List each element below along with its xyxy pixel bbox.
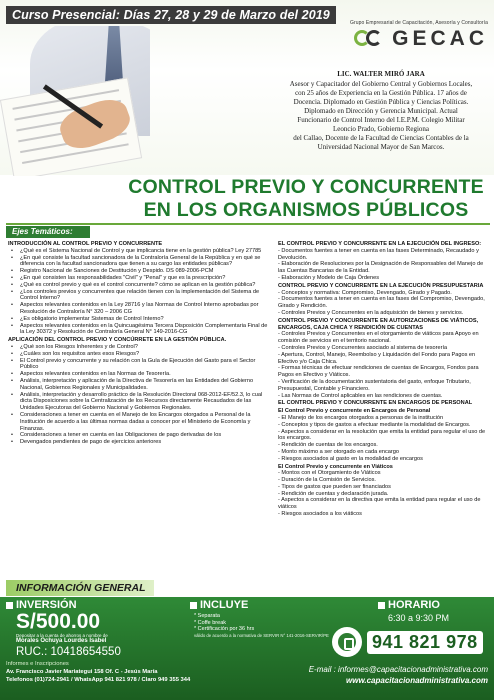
square-bullet-icon (378, 602, 385, 609)
list-item: • Consideraciones a tener en cuenta en las Obligaciones de pago derivadas de los (8, 432, 272, 439)
ruc: RUC.: 10418654550 (16, 646, 121, 658)
section-heading: APLICACIÓN DEL CONTROL PREVIO Y CONCÚRRETE EN LA GESTIÓN PÚBLICA. (8, 337, 227, 344)
title-line-1: CONTROL PREVIO Y CONCURRENTE (128, 176, 484, 198)
certification-note: válido de acuerdo a la normativa de SERVIR N° 141-2016-SERVIR/PE (194, 632, 329, 638)
square-bullet-icon (190, 602, 197, 609)
course-title (118, 176, 494, 222)
list-item: - Formas técnicas de efectuar rendiciones de cuentas de Encargos, Fondos para Pagos en Efectivo y Viáticos. (278, 365, 479, 379)
list-item: - Verificación de la documentación sustentatoria del gasto, enfoque Tributario, Presupuestal, Contable y Financiero. (278, 378, 471, 392)
investment-block (6, 599, 176, 658)
list-item: - Montos con el Otorgamiento de Viáticos (278, 470, 381, 477)
subsection-heading: El Control Previo y concurrente en Viáticos (278, 463, 393, 470)
square-bullet-icon (6, 602, 13, 609)
list-item: - Apertura, Control, Manejo, Reembolso y Liquidación del Fondo para Pagos en Efectivo y/o Caja Chica. (278, 351, 476, 365)
deposit-note: Depositar a la cuenta de ahorros a nombre de (16, 633, 108, 638)
web-block (290, 664, 488, 686)
whatsapp-contact[interactable] (332, 627, 483, 657)
email-link[interactable]: E-mail : informes@capacitacionadministrativa.com (308, 665, 488, 674)
schedule-heading: HORARIO (388, 599, 440, 611)
bio-line: Asesor y Capacitador del Gobierno Central y Gobiernos Locales, (289, 80, 473, 88)
topics-left-column (8, 240, 272, 446)
address: Av. Francisco Javier Mariategui 158 Of. C - Jesús María (6, 669, 158, 675)
list-item: • Aspectos relevantes contenidos en la Ley 28716 y las Normas de Control Interno aprobadas por Resolución de Contraloría N° 320 – 2006 CG (8, 302, 272, 316)
phones: Telefonos (01)724-2941 / WhatsApp 941 821 978 / Claro 949 355 344 (6, 677, 191, 683)
list-item: * Coffe break (194, 619, 227, 626)
list-item: • ¿Qué es control previo y qué es el control concurrente? cómo se aplican en la gestión pública? (8, 282, 272, 289)
list-item: - Monto máximo a ser otorgado en cada encargo (278, 448, 399, 455)
list-item: • ¿Cuáles son los requisitos antes esos Riesgos? (8, 351, 272, 358)
list-item: - Controles Previos y Concurrentes en el otorgamiento de viáticos para Apoyo en comisión de servicios en el territorio nacional. (278, 331, 479, 345)
list-item: • Consideraciones a tener en cuenta en el Manejo de los Encargos otorgados a Personal de la Institución de acuerdo a las últimas normas dadas a conocer por el Ministerio de Economía y Finanzas. (8, 412, 272, 432)
schedule-block (378, 599, 488, 623)
course-banner: Curso Presencial: Días 27, 28 y 29 de Marzo del 2019 (6, 6, 336, 24)
logo (288, 20, 488, 51)
topics-tag: Ejes Temáticos: (6, 226, 90, 238)
logo-mark-icon (352, 28, 392, 50)
general-info-tag: INFORMACIÓN GENERAL (6, 580, 154, 596)
section-heading: INTRODUCCIÓN AL CONTROL PREVIO Y CONCURRENTE (8, 241, 163, 247)
bio-line: Universidad Nacional Mayor de San Marcos. (317, 143, 445, 151)
title-line-2: EN LOS ORGANISMOS PÚBLICOS (143, 199, 469, 221)
list-item: • ¿Es obligatorio implementar Sistemas de Control Interno? (8, 316, 272, 323)
price: S/500.00 (16, 610, 101, 633)
list-item: • Aspectos relevantes contenidos en las Normas de Tesorería. (8, 371, 272, 378)
list-item: - Elaboración de Resoluciones por la Designación de Responsables del Manejo de las Cuentas Bancarias de la Entidad. (278, 261, 484, 275)
list-item: • Análisis, interpretación y desarrollo práctico de la Resolución Directoral 068-2012-EF/52.3, lo cual dicta Disposiciones sobre la Centralización de los Recursos directamente Recaudados de las Unidades Ejecutoras del Gobierno Nacional y Gobiernos Regionales. (8, 392, 272, 412)
hero-photo (0, 26, 150, 176)
list-item: • ¿En qué consiste la facultad sancionadora de la Contraloría General de la República y en qué se diferencia con la facultad sancionadora que tienen a su cargo las entidades públicas? (8, 255, 272, 269)
list-item: * Separata (194, 613, 220, 619)
logo-tagline: Grupo Empresarial de Capacitación, Asesoría y Consultoría (350, 20, 488, 26)
section-heading: EL CONTROL PREVIO Y CONCURRENTE EN ENCARGOS DE PERSONAL (278, 400, 473, 407)
list-item: - Rendición de cuentas de los encargos. (278, 442, 378, 449)
list-item: - Rendición de cuentas y declaración jurada. (278, 490, 389, 497)
list-item: • ¿En qué consisten las responsabilidades "Civil" y "Penal" y que es la prescripción? (8, 275, 272, 282)
list-item: - Conceptos y normativa: Compromiso, Devengado, Girado y Pagado. (278, 289, 452, 296)
subsection-heading: El Control Previo y concurrente en Encargos de Personal (278, 408, 431, 415)
logo-word: GECAC (392, 27, 488, 50)
list-item: • Registro Nacional de Sanciones de Destitución y Despido. DS 089-2006-PCM (8, 268, 272, 275)
speaker-name: LIC. WALTER MIRÓ JARA (337, 70, 425, 78)
list-item: - Controles Previos y Concurrentes en la adquisición de bienes y servicios. (278, 309, 464, 316)
divider (6, 223, 490, 225)
bio-line: del Callao, Docente de la Facultad de Ciencias Contables de la (293, 134, 469, 142)
includes-heading: INCLUYE (200, 599, 249, 611)
website-link[interactable]: www.capacitacionadministrativa.com (346, 676, 488, 685)
list-item: - Conceptos y tipos de gastos a efectuar mediante la modalidad de Encargos. (278, 421, 471, 428)
list-item: • Análisis, interpretación y aplicación de la Directiva de Tesorería en las Entidades del Gobierno Nacional, Gobiernos Regionales y Municipalidades. (8, 378, 272, 392)
list-item: • ¿Qué es el Sistema Nacional de Control y que implicancia tiene en la gestión pública? Ley 27785 (8, 248, 272, 255)
list-item: • ¿Los controles previos y concurrentes que relación tienen con la implementación del Sistema de Control Interno? (8, 289, 272, 303)
footer (0, 597, 494, 700)
bio-line: Docencia. Diplomado en Gestión Pública y Ciencias Políticas. (293, 98, 469, 106)
section-heading: CONTROL PREVIO Y CONCURRENTE EN AUTORIZACIONES DE VIÁTICOS, ENCARGOS, CAJA CHICA Y RENDICIÓN DE CUENTAS (278, 317, 479, 331)
bio-line: Diplomado en Dirección y Gerencia Municipal. Actual (304, 107, 458, 115)
list-item: - Aspectos a considerar en la resolución que emita la entidad para regular el uso de los encargos. (278, 428, 486, 442)
whatsapp-number: 941 821 978 (367, 631, 483, 654)
bio-line: con 25 años de Experiencia en la Gestión Pública. 17 años de (295, 89, 467, 97)
list-item: * Certificación por 36 hrs (194, 626, 255, 632)
list-item: - Las Normas de Control aplicables en las rendiciones de cuentas. (278, 392, 443, 399)
section-heading: EL CONTROL PREVIO Y CONCURRENTE EN LA EJECUCIÓN DEL INGRESO: (278, 241, 482, 247)
list-item: - Tipos de gastos que pueden ser financiados (278, 483, 391, 490)
list-item: - Duración de la Comisión de Servicios. (278, 477, 376, 484)
list-item: - Riesgos asociados al gasto en la modalidad de encargos (278, 455, 423, 462)
list-item: • Devengados pendientes de pago de ejercicios anteriores (8, 439, 272, 446)
list-item: - Riesgos asociados a los viáticos (278, 511, 362, 518)
contact-heading: Informes e Inscripciones (6, 661, 69, 667)
topics-right-column (278, 240, 490, 518)
includes-block (190, 599, 340, 638)
list-item: • El Control previo y concurrente y su relación con la Guía de Ejecución del Gasto para el Sector Público (8, 358, 272, 372)
section-heading: CONTROL PREVIO Y CONCURRENTE EN LA EJECUCIÓN PRESUPUESTARIA (278, 282, 484, 289)
list-item: - Elaboración y Modelo de Caja Órdenes (278, 274, 380, 281)
header (0, 0, 494, 175)
schedule-hours: 6:30 a 9:30 PM (388, 613, 450, 623)
list-item: - Documentos fuentes a tener en cuenta en las fases Determinado, Recaudado y Devolución. (278, 247, 479, 261)
speaker-bio (272, 70, 490, 152)
list-item: • ¿Qué son los Riesgos Inherentes y de Control? (8, 344, 272, 351)
list-item: - Controles Previos y Concurrentes asociado al sistema de tesorería (278, 344, 448, 351)
contact-block (6, 660, 246, 684)
investment-heading: INVERSIÓN (16, 599, 77, 611)
whatsapp-icon (332, 627, 362, 657)
list-item: - El Manejo de los encargos otorgados a personas de la institución (278, 414, 444, 421)
bio-line: Funcionario de Control Interno del I.E.P.M. Colegio Militar (297, 116, 465, 124)
account-name: Morales Ochuya Lourdes Isabel (16, 638, 107, 644)
list-item: - Aspectos a considerar en la directiva que emita la entidad para regular el uso de viáticos (278, 497, 481, 511)
list-item: - Documentos fuentes a tener en cuenta en las fases del Compromiso, Devengado, Girado y Rendición. (278, 296, 485, 310)
bio-line: Leoncio Prado, Gobierno Regiona (332, 125, 430, 133)
list-item: • Aspectos relevantes contenidos en la Quincuagésima Tercera Disposición Complementaria Final de la Ley 30372 y Resolución de Contraloría General N° 149-2016-CG (8, 323, 272, 337)
